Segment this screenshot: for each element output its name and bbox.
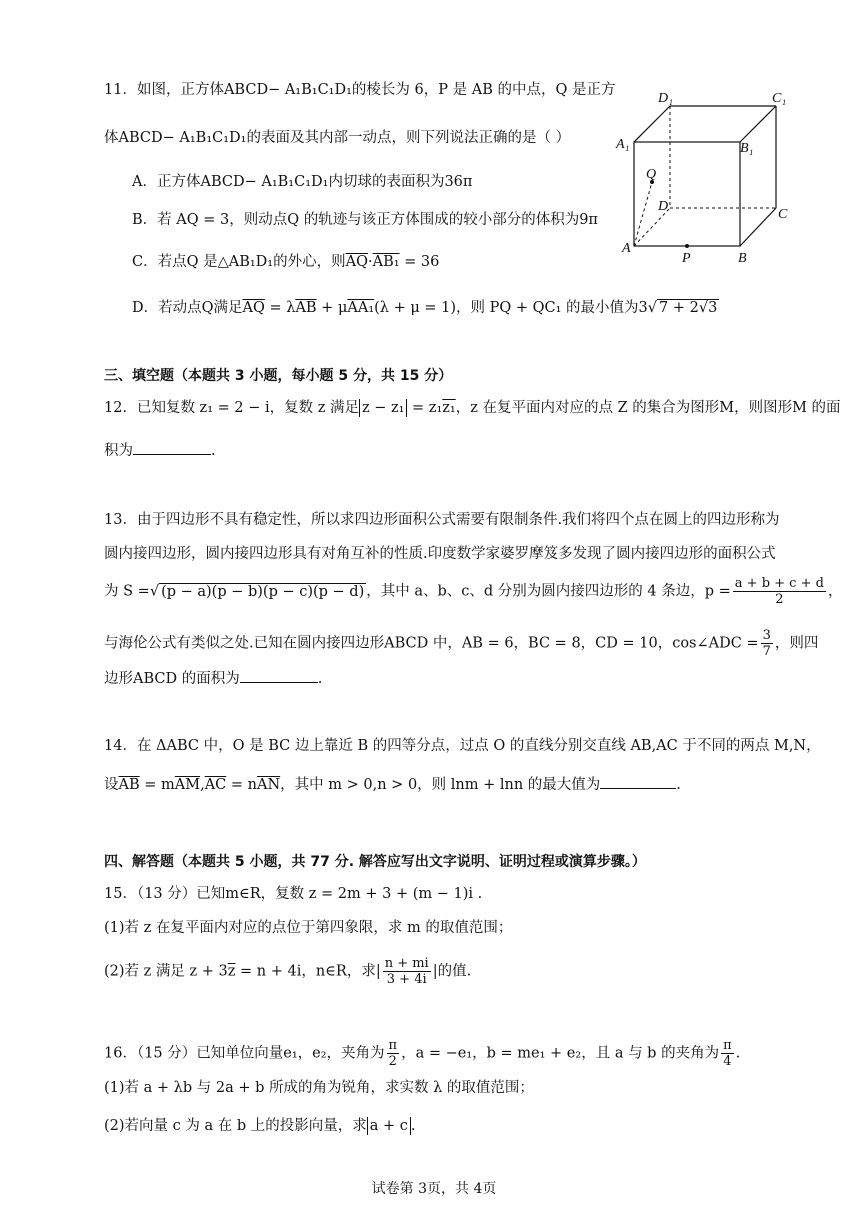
label-b1: B₁ bbox=[740, 141, 754, 156]
q13-p-fraction: $\frac{a + b + c + d}{2}$ bbox=[734, 576, 824, 607]
q12-line2: 积为 . bbox=[104, 440, 216, 461]
q16-line1: 16．（15 分）已知单位向量e₁，e₂，夹角为 $\frac{\pi}{2}$ ，a = −e₁，b = me₁ + e₂，且 a 与 b 的夹角为 $\frac{\pi}{4}$ . bbox=[104, 1038, 741, 1069]
vector-am: $\overline{AM}$ bbox=[174, 777, 201, 793]
q12-conj: z₁ bbox=[442, 400, 456, 416]
q11-option-d-radical: 7 + 2√3 bbox=[659, 300, 718, 316]
label-d: D bbox=[658, 199, 669, 214]
cube-edge-b1c1 bbox=[740, 106, 776, 142]
q11-option-d-condition: (λ + μ = 1)，则 PQ + QC₁ 的最小值为3 bbox=[374, 300, 648, 316]
label-p: P bbox=[682, 251, 691, 266]
q11-option-d-text: D．若动点Q满足 bbox=[132, 300, 243, 316]
q11-option-c-text: C．若点Q 是△AB₁D₁的外心，则 bbox=[132, 254, 346, 270]
q14-answer-blank[interactable] bbox=[600, 774, 676, 789]
label-a1: A₁ bbox=[616, 137, 630, 152]
q16-angle2: $\frac{\pi}{4}$ bbox=[723, 1038, 732, 1069]
q15-part1: (1)若 z 在复平面内对应的点位于第四象限，求 m 的取值范围； bbox=[104, 920, 513, 936]
q11-option-d: D．若动点Q满足$\overline{AQ} = \lambda\overline{AB} + \mu AA_1(\lambda + \mu = 1)$，则 PQ + QC₁ 的最小值为3√ 7 + 2√3 bbox=[132, 300, 718, 316]
q14-line2: 设$\overline{AB} = m\overline{AM},\overline{AC} = n\overline{AN}$，其中 m > 0,n > 0，则 lnm + lnn 的最大值为 . bbox=[104, 774, 681, 795]
q15-conj-z: $\overline{z}$ bbox=[227, 963, 236, 980]
q12-text: 12．已知复数 z₁ = 2 − i，复数 z 满足 bbox=[104, 400, 359, 416]
cube-figure bbox=[612, 82, 792, 272]
cube-edge-a1d1 bbox=[634, 106, 670, 142]
q11-option-c-result: = 36 bbox=[399, 254, 440, 270]
q14-question: ，其中 m > 0,n > 0，则 lnm + lnn 的最大值为 bbox=[280, 777, 601, 793]
q13-s-eq: 为 S = bbox=[104, 583, 150, 600]
q13-given: 与海伦公式有类似之处.已知在圆内接四边形ABCD 中，AB = 6，BC = 8，CD = 10，cos∠ADC = bbox=[104, 635, 759, 652]
vector-aa1: AA₁ bbox=[347, 300, 375, 316]
label-a: A bbox=[622, 241, 631, 256]
label-b: B bbox=[738, 251, 747, 266]
q13-mid-text: ，其中 a、b、c、d 分别为圆内接四边形的 4 条边，p = bbox=[366, 583, 731, 600]
q11-option-d-plus: + μ bbox=[316, 300, 348, 316]
q16-part1: (1)若 a + λb 与 2a + b 所成的角为锐角，求实数 λ 的取值范围； bbox=[104, 1080, 534, 1096]
q12-answer-blank[interactable] bbox=[133, 440, 211, 455]
q12-answer-label: 积为 bbox=[104, 443, 133, 459]
q11-option-c bbox=[132, 252, 439, 272]
q15-part2: (2)若 z 满足 $z + 3\overline{z} = n + 4i$，n∈R，求| $\frac{n + mi}{3 + 4i}$ |的值. bbox=[104, 956, 472, 987]
q13-answer-label: 边形ABCD 的面积为 bbox=[104, 671, 240, 687]
q13-line4: 与海伦公式有类似之处.已知在圆内接四边形ABCD 中，AB = 6，BC = 8，CD = 10，cos∠ADC = $\frac{3}{7}$ ，则四 bbox=[104, 628, 819, 659]
q13-line2: 圆内接四边形，圆内接四边形具有对角互补的性质.印度数学家婆罗摩笈多发现了圆内接四边形的面积公式 bbox=[104, 546, 776, 562]
dot-operator: · bbox=[367, 254, 373, 270]
q11-line2: 体ABCD− A₁B₁C₁D₁的表面及其内部一动点，则下列说法正确的是（ ） bbox=[104, 130, 571, 146]
point-p bbox=[685, 244, 689, 248]
q11-line1: 11．如图，正方体ABCD− A₁B₁C₁D₁的棱长为 6，P 是 AB 的中点，Q 是正方 bbox=[104, 82, 616, 98]
vector-an: $\overline{AN}$ bbox=[257, 777, 281, 793]
q13-line1: 13．由于四边形不具有稳定性，所以求四边形面积公式需要有限制条件.我们将四个点在圆上的四边形称为 bbox=[104, 512, 780, 528]
page-footer: 试卷第 3页，共 4页 bbox=[371, 1181, 497, 1197]
label-c1: C₁ bbox=[772, 91, 787, 106]
q12-abs: z − z₁ bbox=[359, 399, 407, 417]
q12-eq: = z₁ bbox=[407, 400, 443, 416]
q11-option-a: A．正方体ABCD− A₁B₁C₁D₁内切球的表面积为36π bbox=[132, 174, 473, 190]
q15-fraction: $\frac{n + mi}{3 + 4i}$ bbox=[384, 956, 429, 987]
vector-ac: $\overline{AC}$ bbox=[204, 777, 227, 793]
q11-option-d-eq: = λ bbox=[264, 300, 296, 316]
q12-line1 bbox=[104, 398, 841, 418]
q15-line1: 15．（13 分）已知m∈R，复数 z = 2m + 3 + (m − 1)i . bbox=[104, 886, 483, 902]
vector-ab: $\overline{AB}$ bbox=[118, 777, 140, 793]
q14-line1: 14．在 ΔABC 中，O 是 BC 边上靠近 B 的四等分点，过点 O 的直线分别交直线 AB,AC 于不同的两点 M,N， bbox=[104, 738, 821, 754]
vector-ab1: AB₁ bbox=[372, 254, 400, 270]
q13-radical: (p − a)(p − b)(p − c)(p − d) bbox=[161, 583, 365, 600]
vector-ab: $\overline{AB}$ bbox=[295, 300, 317, 316]
q13-cos-fraction: $\frac{3}{7}$ bbox=[762, 628, 771, 659]
q13-answer-blank[interactable] bbox=[240, 668, 318, 683]
q16-angle1: $\frac{\pi}{2}$ bbox=[388, 1038, 398, 1069]
label-q: Q bbox=[646, 167, 657, 182]
q12-text-end: ，z 在复平面内对应的点 Z 的集合为图形M，则图形M 的面 bbox=[455, 400, 841, 416]
q16-part2: (2)若向量 c 为 a 在 b 上的投影向量，求 a + c . bbox=[104, 1118, 416, 1134]
q13-line5: 边形ABCD 的面积为 . bbox=[104, 668, 322, 689]
vector-aq: $\overline{AQ}$ bbox=[345, 254, 368, 270]
section-4-title: 四、解答题（本题共 5 小题，共 77 分. 解答应写出文字说明、证明过程或演算步骤。） bbox=[104, 854, 646, 870]
label-c: C bbox=[778, 207, 788, 222]
q16-abs: a + c bbox=[367, 1117, 411, 1135]
q11-option-b: B．若 AQ = 3，则动点Q 的轨迹与该正方体围成的较小部分的体积为9π bbox=[132, 212, 598, 228]
vector-aq: $\overline{AQ}$ bbox=[242, 300, 265, 316]
section-3-title: 三、填空题（本题共 3 小题，每小题 5 分，共 15 分） bbox=[104, 368, 453, 384]
q13-line3: 为 S =√ (p − a)(p − b)(p − c)(p − d) ，其中 a、b、c、d 分别为圆内接四边形的 4 条边，p = $\frac{a + b + c + d}{2}$ ， bbox=[104, 576, 843, 607]
cube-edge-bc bbox=[740, 208, 776, 246]
cube-front-face bbox=[634, 142, 740, 246]
label-d1: D₁ bbox=[658, 91, 673, 106]
